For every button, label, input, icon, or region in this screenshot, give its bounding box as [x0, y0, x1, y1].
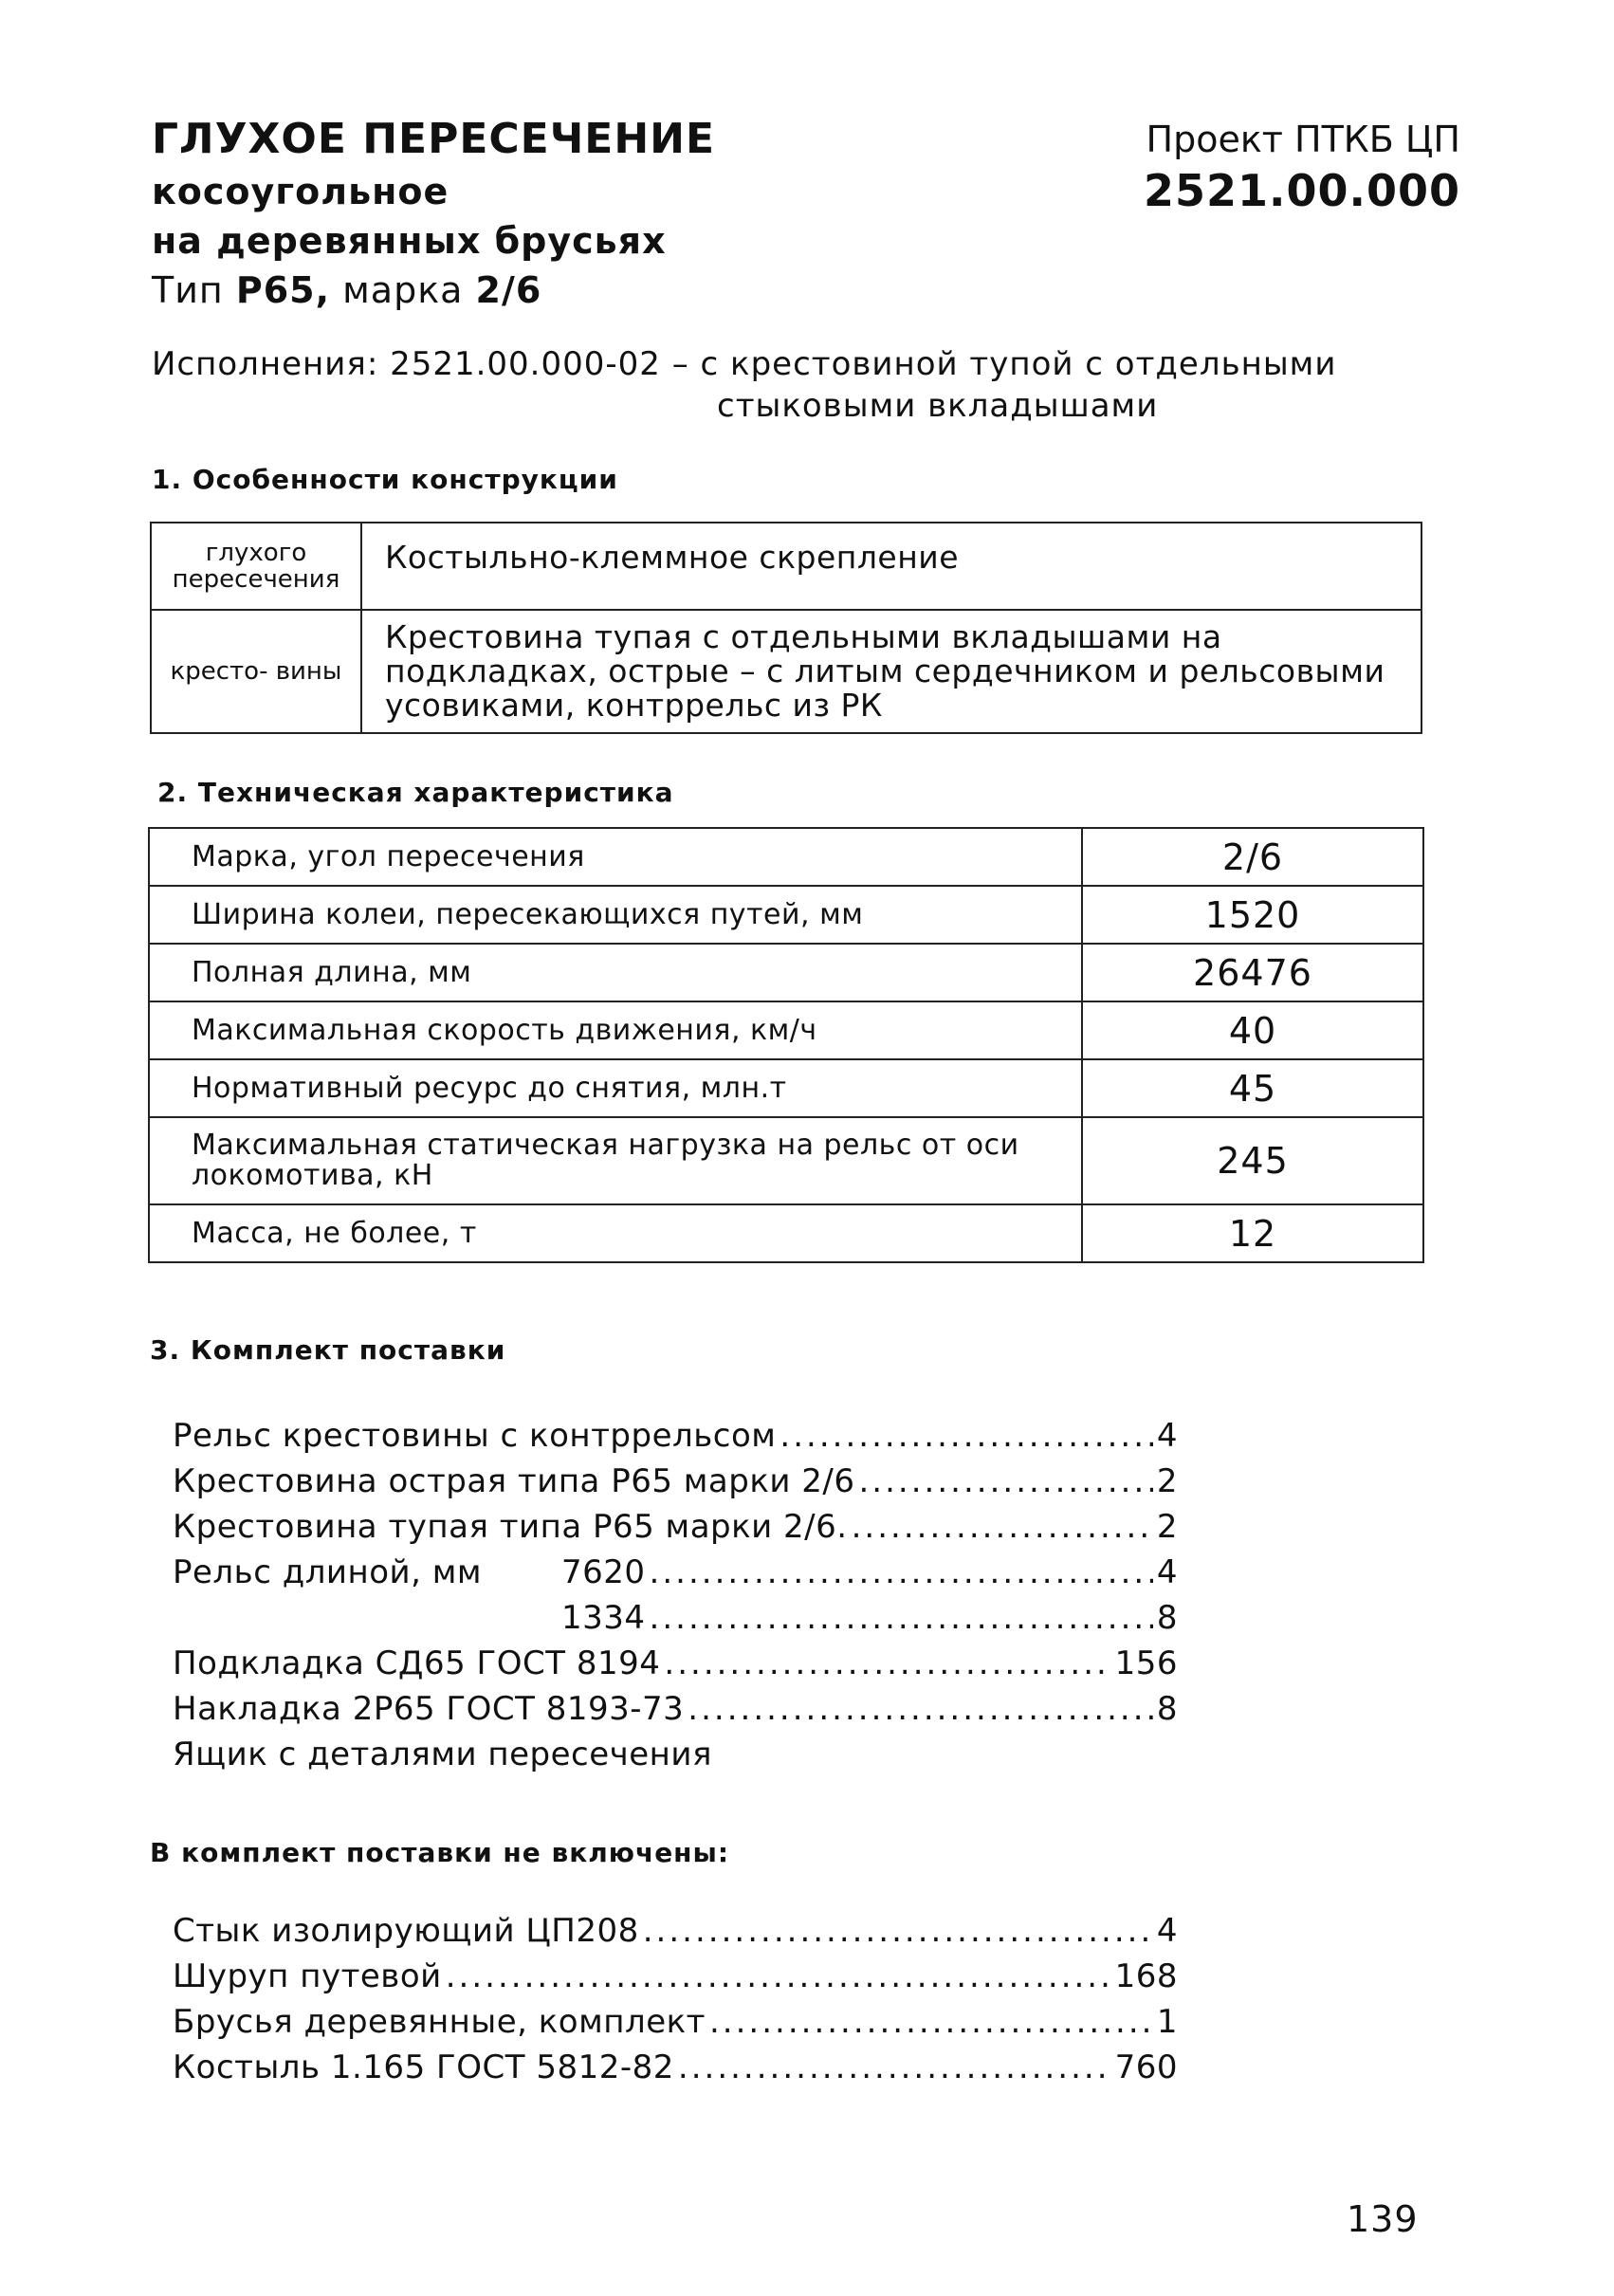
- item-name: Костыль 1.165 ГОСТ 5812-82: [173, 2048, 674, 2086]
- item-qty: 2: [1156, 1508, 1178, 1546]
- type-value: Р65,: [235, 269, 331, 311]
- item-name: Стык изолирующий ЦП208: [173, 1912, 639, 1950]
- list-item: [173, 1595, 1178, 1641]
- item-name: Крестовина острая типа Р65 марки 2/6: [173, 1462, 855, 1500]
- spec-value: 2/6: [1082, 828, 1423, 886]
- section-3-heading: 3. Комплект поставки: [150, 1334, 506, 1366]
- item-name: Шуруп путевой: [173, 1957, 442, 1995]
- item-qty: 8: [1156, 1690, 1178, 1728]
- document-title: ГЛУХОЕ ПЕРЕСЕЧЕНИЕ: [152, 115, 716, 163]
- list-item: [173, 1999, 1178, 2045]
- item-sub: 7620: [561, 1553, 646, 1591]
- list-item: [173, 1413, 1178, 1459]
- spec-key: Масса, не более, т: [149, 1204, 1082, 1262]
- type-prefix: Тип: [152, 269, 224, 311]
- feature-label: кресто- вины: [151, 610, 361, 733]
- table-row: [149, 1204, 1423, 1262]
- list-item: [173, 1686, 1178, 1732]
- variants-line-2: стыковыми вкладышами: [717, 387, 1159, 425]
- spec-key: Ширина колеи, пересекающихся путей, мм: [149, 886, 1082, 944]
- spec-key: Максимальная статическая нагрузка на рельс от оси локомотива, кН: [149, 1117, 1082, 1204]
- list-item: [173, 1908, 1178, 1954]
- project-number: 2521.00.000: [1143, 165, 1460, 216]
- table-row: [149, 944, 1423, 1001]
- spec-key: Полная длина, мм: [149, 944, 1082, 1001]
- features-table: [150, 522, 1422, 734]
- excluded-heading: В комплект поставки не включены:: [150, 1837, 730, 1868]
- table-row: [149, 886, 1423, 944]
- variants-line-1: Исполнения: 2521.00.000-02 – с крестовиной тупой с отдельными: [152, 345, 1337, 383]
- type-line: [152, 266, 1005, 315]
- spec-key: Максимальная скорость движения, км/ч: [149, 1001, 1082, 1059]
- table-row: [149, 828, 1423, 886]
- list-item: [173, 1641, 1178, 1686]
- item-qty: 4: [1156, 1417, 1178, 1455]
- variants-text: [152, 343, 1385, 427]
- table-row: [149, 1001, 1423, 1059]
- item-qty: 156: [1114, 1644, 1178, 1682]
- item-name: Ящик с деталями пересечения: [173, 1736, 712, 1773]
- delivery-list: [173, 1413, 1178, 1777]
- page-number: 139: [1347, 2198, 1419, 2240]
- table-row: [151, 610, 1421, 733]
- spec-value: 40: [1082, 1001, 1423, 1059]
- section-2-heading: 2. Техническая характеристика: [157, 777, 674, 808]
- spec-key: Марка, угол пересечения: [149, 828, 1082, 886]
- list-item: [173, 2045, 1178, 2090]
- list-item: [173, 1504, 1178, 1550]
- section-1-heading: 1. Особенности конструкции: [152, 464, 618, 495]
- item-sub: 1334: [561, 1599, 646, 1637]
- item-name: Брусья деревянные, комплект: [173, 2003, 706, 2041]
- list-item: [173, 1732, 1178, 1777]
- item-qty: 760: [1114, 2048, 1178, 2086]
- item-qty: 2: [1156, 1462, 1178, 1500]
- project-label: Проект ПТКБ ЦП: [1146, 119, 1460, 160]
- feature-text: Крестовина тупая с отдельными вкладышами на подкладках, острые – с литым сердечником и рельсовыми усовиками, контррельс из РК: [361, 610, 1421, 733]
- document-subtitle-1: косоугольное: [152, 171, 449, 212]
- feature-text: Костыльно-клеммное скрепление: [361, 523, 1421, 610]
- item-qty: 4: [1156, 1553, 1178, 1591]
- table-row: [149, 1059, 1423, 1117]
- table-row: [149, 1117, 1423, 1204]
- item-qty: 1: [1156, 2003, 1178, 2041]
- item-qty: 8: [1156, 1599, 1178, 1637]
- project-block: [1062, 116, 1460, 218]
- list-item: [173, 1550, 1178, 1595]
- item-name: Накладка 2Р65 ГОСТ 8193-73: [173, 1690, 685, 1728]
- specs-table: [148, 827, 1424, 1263]
- feature-label: глухого пересечения: [151, 523, 361, 610]
- document-subtitle-2: на деревянных брусьях: [152, 220, 667, 262]
- item-name: Крестовина тупая типа Р65 марки 2/6.: [173, 1508, 848, 1546]
- spec-value: 12: [1082, 1204, 1423, 1262]
- spec-value: 45: [1082, 1059, 1423, 1117]
- list-item: [173, 1459, 1178, 1504]
- item-name: Подкладка СД65 ГОСТ 8194: [173, 1644, 661, 1682]
- item-qty: 168: [1114, 1957, 1178, 1995]
- spec-value: 245: [1082, 1117, 1423, 1204]
- mark-value: 2/6: [475, 269, 542, 311]
- table-row: [151, 523, 1421, 610]
- spec-value: 26476: [1082, 944, 1423, 1001]
- spec-value: 1520: [1082, 886, 1423, 944]
- excluded-list: [173, 1908, 1178, 2090]
- spec-key: Нормативный ресурс до снятия, млн.т: [149, 1059, 1082, 1117]
- item-name: Рельс крестовины с контррельсом: [173, 1417, 777, 1455]
- list-item: [173, 1954, 1178, 1999]
- mark-prefix: марка: [342, 269, 464, 311]
- item-name: Рельс длиной, мм: [173, 1553, 483, 1591]
- document-title-block: [152, 112, 1005, 315]
- item-qty: 4: [1156, 1912, 1178, 1950]
